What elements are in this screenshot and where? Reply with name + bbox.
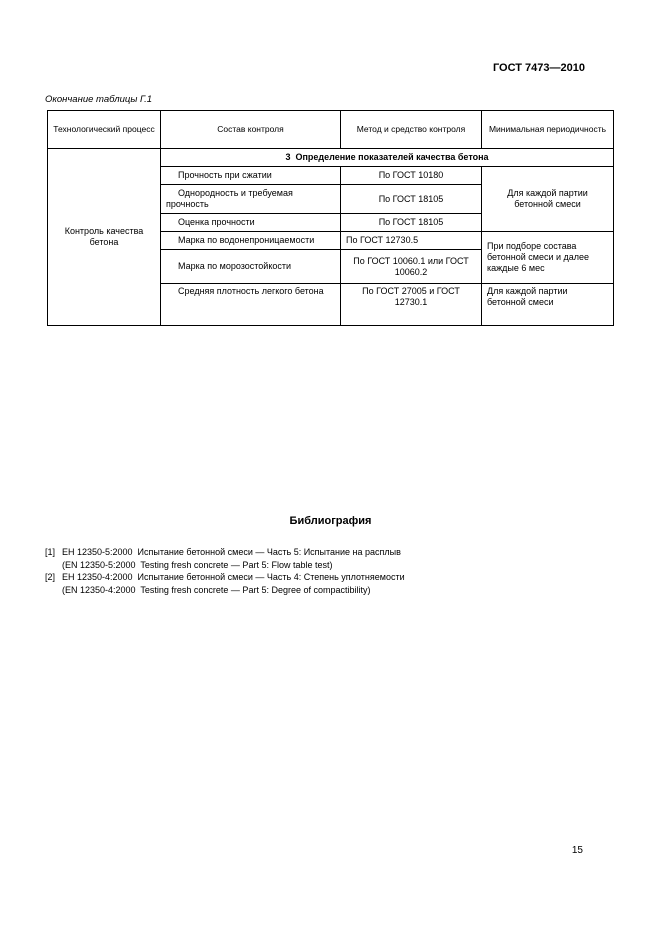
control-cell: Марка по водонепроницаемости <box>161 232 341 250</box>
section-header-row <box>48 149 614 167</box>
method-cell: По ГОСТ 10060.1 или ГОСТ 10060.2 <box>341 250 482 284</box>
method-cell: По ГОСТ 27005 и ГОСТ 12730.1 <box>341 284 482 326</box>
bibliography-line-ru: ЕН 12350-4:2000 Испытание бетонной смеси — Часть 4: Степень уплотняемости <box>62 572 405 582</box>
periodicity-cell: Для каждой партии бетонной смеси <box>482 284 614 326</box>
column-header-process: Технологический процесс <box>48 111 161 149</box>
bibliography-title: Библиография <box>289 515 372 527</box>
bibliography-ref: [2] <box>45 572 56 582</box>
control-table <box>47 110 614 326</box>
method-cell: По ГОСТ 12730.5 <box>341 232 482 250</box>
bibliography-ref: [1] <box>45 547 56 557</box>
bibliography-list <box>45 546 615 596</box>
bibliography-line-en: (EN 12350-5:2000 Testing fresh concrete — Part 5: Flow table test) <box>62 559 333 570</box>
method-cell: По ГОСТ 10180 <box>341 167 482 185</box>
control-cell: Марка по морозостойкости <box>161 250 341 284</box>
column-header-method: Метод и средство контроля <box>341 111 482 149</box>
control-cell: Средняя плотность легкого бетона <box>161 284 341 326</box>
process-cell: Контроль качества бетона <box>48 149 161 326</box>
method-cell: По ГОСТ 18105 <box>341 185 482 214</box>
periodicity-cell: Для каждой партии бетонной смеси <box>482 167 614 232</box>
bibliography-entry <box>45 546 615 571</box>
periodicity-cell: При подборе состава бетонной смеси и далее каждые 6 мес <box>482 232 614 284</box>
bibliography-entry <box>45 571 615 596</box>
bibliography-line-en: (EN 12350-4:2000 Testing fresh concrete — Part 5: Degree of compactibility) <box>62 584 371 595</box>
page-number: 15 <box>571 845 583 856</box>
column-header-control: Состав контроля <box>161 111 341 149</box>
control-cell: Однородность и требуемая прочность <box>161 185 341 214</box>
table-caption: Окончание таблицы Г.1 <box>45 94 153 105</box>
bibliography-line-ru: ЕН 12350-5:2000 Испытание бетонной смеси — Часть 5: Испытание на расплыв <box>62 547 401 557</box>
column-header-periodicity: Минимальная периодичность <box>482 111 614 149</box>
doc-code: ГОСТ 7473—2010 <box>492 62 585 74</box>
control-cell: Оценка прочности <box>161 214 341 232</box>
table-header-row <box>48 111 614 149</box>
control-cell: Прочность при сжатии <box>161 167 341 185</box>
section-header-cell: 3 Определение показателей качества бетона <box>161 149 614 167</box>
method-cell: По ГОСТ 18105 <box>341 214 482 232</box>
